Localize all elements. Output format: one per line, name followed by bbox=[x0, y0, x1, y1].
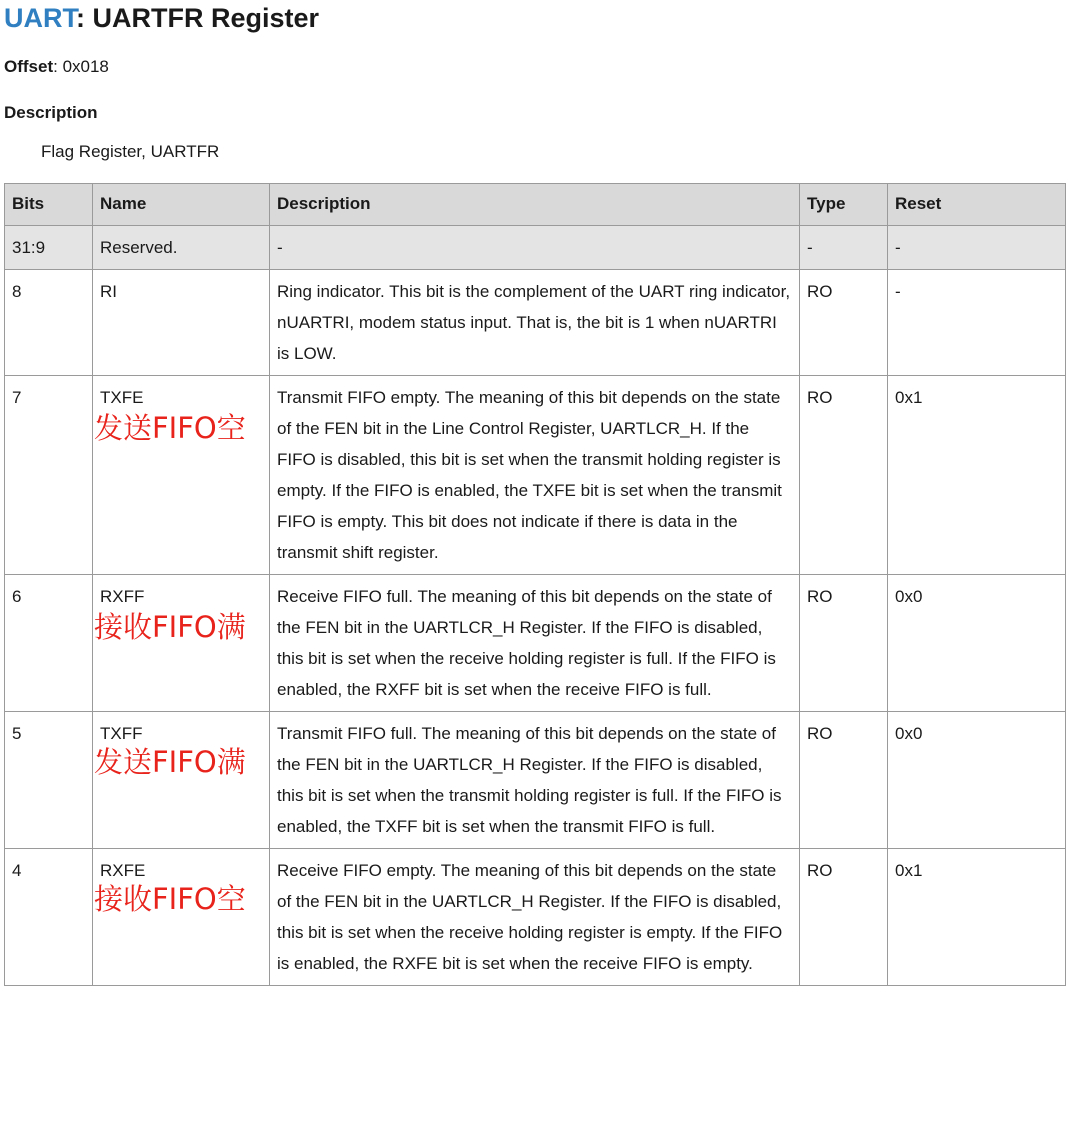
offset-label: Offset bbox=[4, 57, 54, 76]
offset-value: : 0x018 bbox=[53, 57, 109, 76]
column-header-name: Name bbox=[93, 184, 270, 226]
field-name: RXFF bbox=[100, 587, 145, 606]
handwritten-annotation: 接收FIFO空 bbox=[94, 882, 246, 916]
page-title bbox=[4, 0, 1065, 33]
table-row bbox=[5, 849, 1066, 986]
name-cell: Reserved. bbox=[93, 226, 270, 270]
column-header-bits: Bits bbox=[5, 184, 93, 226]
type-cell: RO bbox=[800, 376, 888, 575]
reset-cell: - bbox=[888, 270, 1066, 376]
name-cell bbox=[93, 575, 270, 712]
uart-link[interactable]: UART bbox=[4, 3, 76, 33]
reset-cell: 0x1 bbox=[888, 849, 1066, 986]
field-name: RXFE bbox=[100, 861, 146, 880]
bits-cell: 5 bbox=[5, 712, 93, 849]
description-cell: Ring indicator. This bit is the complement of the UART ring indicator, nUARTRI, modem status input. That is, the bit is 1 when nUARTRI is LOW. bbox=[270, 270, 800, 376]
description-cell: Transmit FIFO full. The meaning of this bit depends on the state of the FEN bit in the UARTLCR_H Register. If the FIFO is disabled, this bit is set when the transmit holding register is full. If the FIFO is enabled, the TXFF bit is set when the transmit FIFO is full. bbox=[270, 712, 800, 849]
reset-cell: 0x0 bbox=[888, 575, 1066, 712]
field-name: TXFF bbox=[100, 724, 143, 743]
type-cell: RO bbox=[800, 575, 888, 712]
title-text: : UARTFR Register bbox=[76, 3, 320, 33]
table-row bbox=[5, 712, 1066, 849]
column-header-reset: Reset bbox=[888, 184, 1066, 226]
bits-cell: 8 bbox=[5, 270, 93, 376]
type-cell: - bbox=[800, 226, 888, 270]
description-cell: Transmit FIFO empty. The meaning of this bit depends on the state of the FEN bit in the Line Control Register, UARTLCR_H. If the FIFO is disabled, this bit is set when the transmit holding register is empty. If the FIFO is enabled, the TXFE bit is set when the transmit FIFO is empty. This bit does not indicate if there is data in the transmit shift register. bbox=[270, 376, 800, 575]
bits-cell: 6 bbox=[5, 575, 93, 712]
name-cell bbox=[93, 849, 270, 986]
table-row bbox=[5, 575, 1066, 712]
reset-cell: 0x1 bbox=[888, 376, 1066, 575]
type-cell: RO bbox=[800, 270, 888, 376]
handwritten-annotation: 发送FIFO满 bbox=[94, 745, 246, 779]
column-header-type: Type bbox=[800, 184, 888, 226]
bits-cell: 31:9 bbox=[5, 226, 93, 270]
register-table bbox=[4, 183, 1066, 986]
type-cell: RO bbox=[800, 712, 888, 849]
table-row bbox=[5, 270, 1066, 376]
offset-line bbox=[4, 56, 1065, 78]
field-name: TXFE bbox=[100, 388, 144, 407]
handwritten-annotation: 发送FIFO空 bbox=[94, 411, 246, 445]
description-cell: Receive FIFO full. The meaning of this bit depends on the state of the FEN bit in the UARTLCR_H Register. If the FIFO is disabled, this bit is set when the receive holding register is full. If the FIFO is enabled, the RXFF bit is set when the receive FIFO is full. bbox=[270, 575, 800, 712]
name-cell: RI bbox=[93, 270, 270, 376]
name-cell bbox=[93, 712, 270, 849]
column-header-description: Description bbox=[270, 184, 800, 226]
name-cell bbox=[93, 376, 270, 575]
reset-cell: - bbox=[888, 226, 1066, 270]
page bbox=[0, 0, 1069, 163]
description-text: Flag Register, UARTFR bbox=[41, 142, 220, 161]
description-cell: - bbox=[270, 226, 800, 270]
table-row bbox=[5, 376, 1066, 575]
description-heading: Description bbox=[4, 103, 98, 122]
bits-cell: 7 bbox=[5, 376, 93, 575]
table-header-row bbox=[5, 184, 1066, 226]
description-cell: Receive FIFO empty. The meaning of this bit depends on the state of the FEN bit in the UARTLCR_H Register. If the FIFO is disabled, this bit is set when the receive holding register is empty. If the FIFO is enabled, the RXFE bit is set when the receive FIFO is empty. bbox=[270, 849, 800, 986]
handwritten-annotation: 接收FIFO满 bbox=[94, 610, 246, 644]
reset-cell: 0x0 bbox=[888, 712, 1066, 849]
bits-cell: 4 bbox=[5, 849, 93, 986]
type-cell: RO bbox=[800, 849, 888, 986]
table-row bbox=[5, 226, 1066, 270]
